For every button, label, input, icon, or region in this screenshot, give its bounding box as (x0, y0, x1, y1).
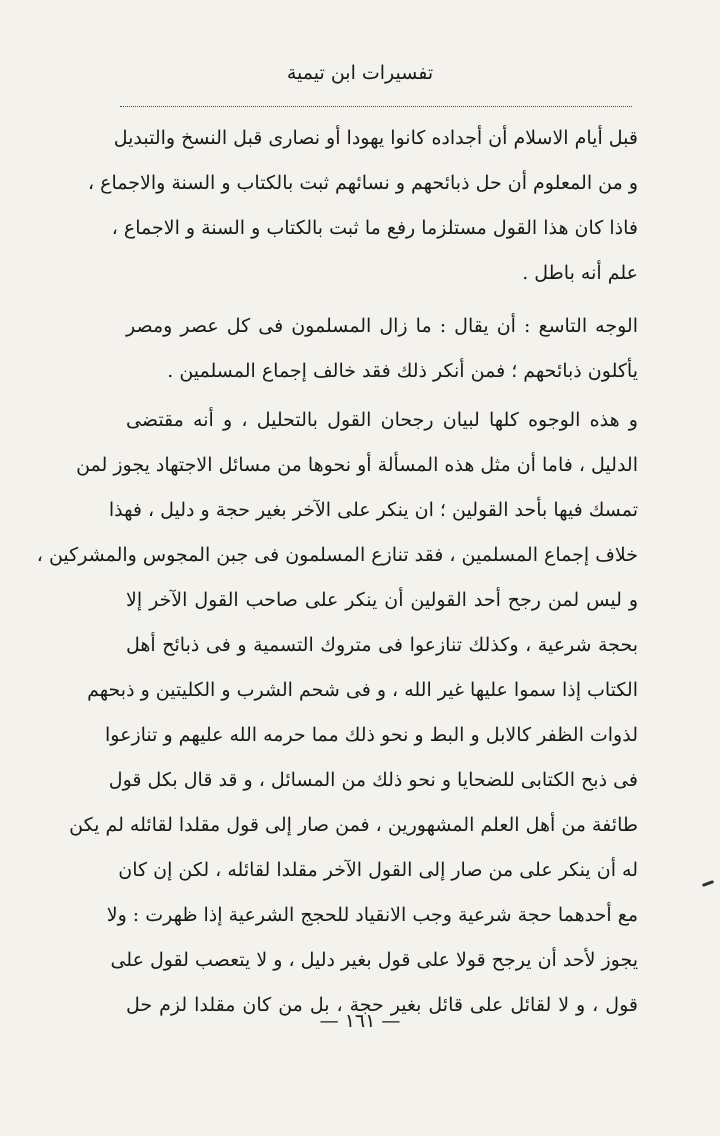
text-line: مع أحدهما حجة شرعية وجب الانقياد للحجج الشرعية إذا ظهرت : ولا (106, 904, 638, 926)
text-line: يأكلون ذبائحهم ؛ فمن أنكر ذلك فقد خالف إجماع المسلمين . (167, 360, 638, 382)
paragraph-1 (87, 116, 638, 296)
text-line: فى ذبح الكتابى للضحايا و نحو ذلك من المسائل ، و قد قال بكل قول (108, 769, 638, 791)
running-head: تفسيرات ابن تيمية (286, 62, 434, 84)
text-line: له أن ينكر على من صار إلى القول الآخر مقلدا لقائله ، لكن إن كان (118, 859, 638, 881)
text-line: الدليل ، فاما أن مثل هذه المسألة أو نحوها من مسائل الاجتهاد يجوز لمن (76, 454, 638, 476)
text-line: و هذه الوجوه كلها لبيان رجحان القول بالتحليل ، و أنه مقتضى (126, 409, 638, 431)
text-line: طائفة من أهل العلم المشهورين ، فمن صار إلى قول مقلدا لقائله لم يكن (69, 814, 638, 836)
text-line: الكتاب إذا سموا عليها غير الله ، و فى شحم الشرب و الكليتين و ذبحهم (87, 679, 638, 701)
page-number: — ١٦١ — (319, 1010, 401, 1032)
text-line: قول ، و لا لقائل على قائل بغير حجة ، بل من كان مقلدا لزم حل (126, 994, 638, 1016)
text-line: و من المعلوم أن حل ذبائحهم و نسائهم ثبت بالكتاب و السنة والاجماع ، (87, 172, 638, 194)
paragraph-3 (36, 398, 638, 1028)
text-line: الوجه التاسع : أن يقال : ما زال المسلمون فى كل عصر ومصر (126, 315, 638, 337)
header-divider (120, 106, 632, 107)
text-line: فاذا كان هذا القول مستلزما رفع ما ثبت بالكتاب و السنة و الاجماع ، (111, 217, 638, 239)
text-line: خلاف إجماع المسلمين ، فقد تنازع المسلمون فى جبن المجوس والمشركين ، (36, 544, 638, 566)
text-line: علم أنه باطل . (522, 262, 638, 284)
text-line: بحجة شرعية ، وكذلك تنازعوا فى متروك التسمية و فى ذبائح أهل (126, 634, 638, 656)
paragraph-2 (126, 304, 638, 394)
paragraph-gap (126, 296, 638, 304)
text-line: لذوات الظفر كالابل و البط و نحو ذلك مما حرمه الله عليهم و تنازعوا (105, 724, 638, 746)
text-line: يجوز لأحد أن يرجح قولا على قول بغير دليل ، و لا يتعصب لقول على (110, 949, 638, 971)
scan-speck (702, 880, 714, 887)
text-line: قبل أيام الاسلام أن أجداده كانوا يهودا أو نصارى قبل النسخ والتبديل (113, 127, 638, 149)
text-line: و ليس لمن رجح أحد القولين أن ينكر على صاحب القول الآخر إلا (126, 589, 638, 611)
text-line: تمسك فيها بأحد القولين ؛ ان ينكر على الآخر بغير حجة و دليل ، فهذا (108, 499, 638, 521)
body-text (36, 116, 638, 1028)
